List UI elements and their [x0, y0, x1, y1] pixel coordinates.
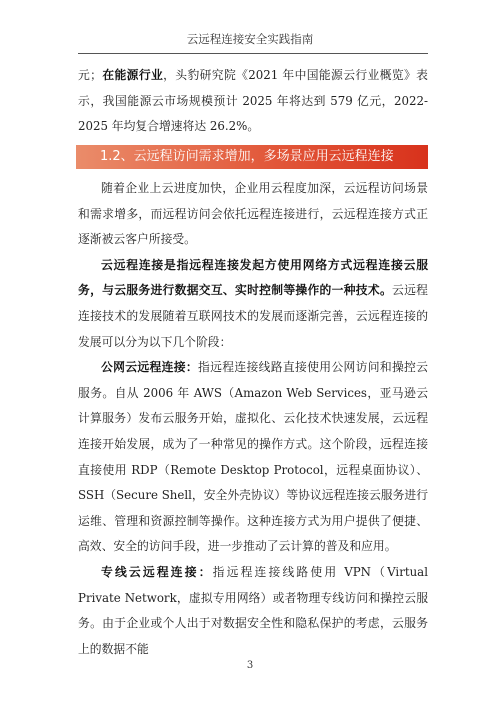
section-heading-bar	[76, 145, 428, 169]
paragraph-1: 随着企业上云进度加快，企业用云程度加深，云远程访问场景和需求增多，而远程访问会依托远程连接进行，云远程连接方式正逐渐被云客户所接受。	[78, 181, 428, 247]
intro-bold-energy: 在能源行业	[101, 68, 164, 82]
paragraph-3	[78, 355, 428, 560]
paragraph-4	[78, 560, 428, 662]
paragraph-4-text: 指远程连接线路使用 VPN（Virtual Private Network，虚拟专用网络）或者物理专线访问和操控云服务。由于企业或个人出于对数据安全性和隐私保护的考虑，云服务上的数据不能	[78, 564, 428, 656]
paragraph-2	[78, 253, 428, 355]
paragraph-4-bold: 专线云远程连接：	[101, 564, 213, 579]
paragraph-3-text: 指远程连接线路直接使用公网访问和操控云服务。自从 2006 年 AWS（Amazon Web Services，亚马逊云计算服务）发布云服务开始，虚拟化、云化技术快速发展，云远程连接开始发展，成为了一种常见的操作方式。这个阶段，远程连接直接使用 RDP（Remote Desktop Protocol，远程桌面协议）、SSH（Secure Shell，安全外壳协议）等协议远程连接云服务进行运维、管理和资源控制等操作。这种连接方式为用户提供了便捷、高效、安全的访问手段，进一步推动了云计算的普及和应用。	[78, 360, 428, 554]
intro-paragraph	[78, 63, 428, 140]
running-header-title: 云远程连接安全实践指南	[186, 32, 314, 46]
paragraph-2-bold: 云远程连接是指远程连接发起方使用网络方式远程连接云服务，与云服务进行数据交互、实时控制等操作的一种技术。	[78, 257, 428, 298]
intro-text-a: 元；	[78, 68, 102, 82]
section-heading: 1.2、云远程访问需求增加，多场景应用云远程连接	[100, 149, 394, 164]
paragraph-2-text: 云远程连接技术的发展随着互联网技术的发展而逐渐完善，云远程连接的发展可以分为以下几个阶段：	[78, 283, 428, 349]
body-content	[78, 176, 428, 662]
intro-text-b: ，头豹研究院《2021 年中国能源云行业概览》表示，我国能源云市场规模预计 2025 年将达到 579 亿元，2022-2025 年均复合增速将达 26.2%。	[78, 68, 428, 134]
header-divider	[78, 53, 428, 54]
paragraph-3-bold: 公网云远程连接：	[101, 360, 198, 375]
page-number: 3	[246, 660, 254, 671]
